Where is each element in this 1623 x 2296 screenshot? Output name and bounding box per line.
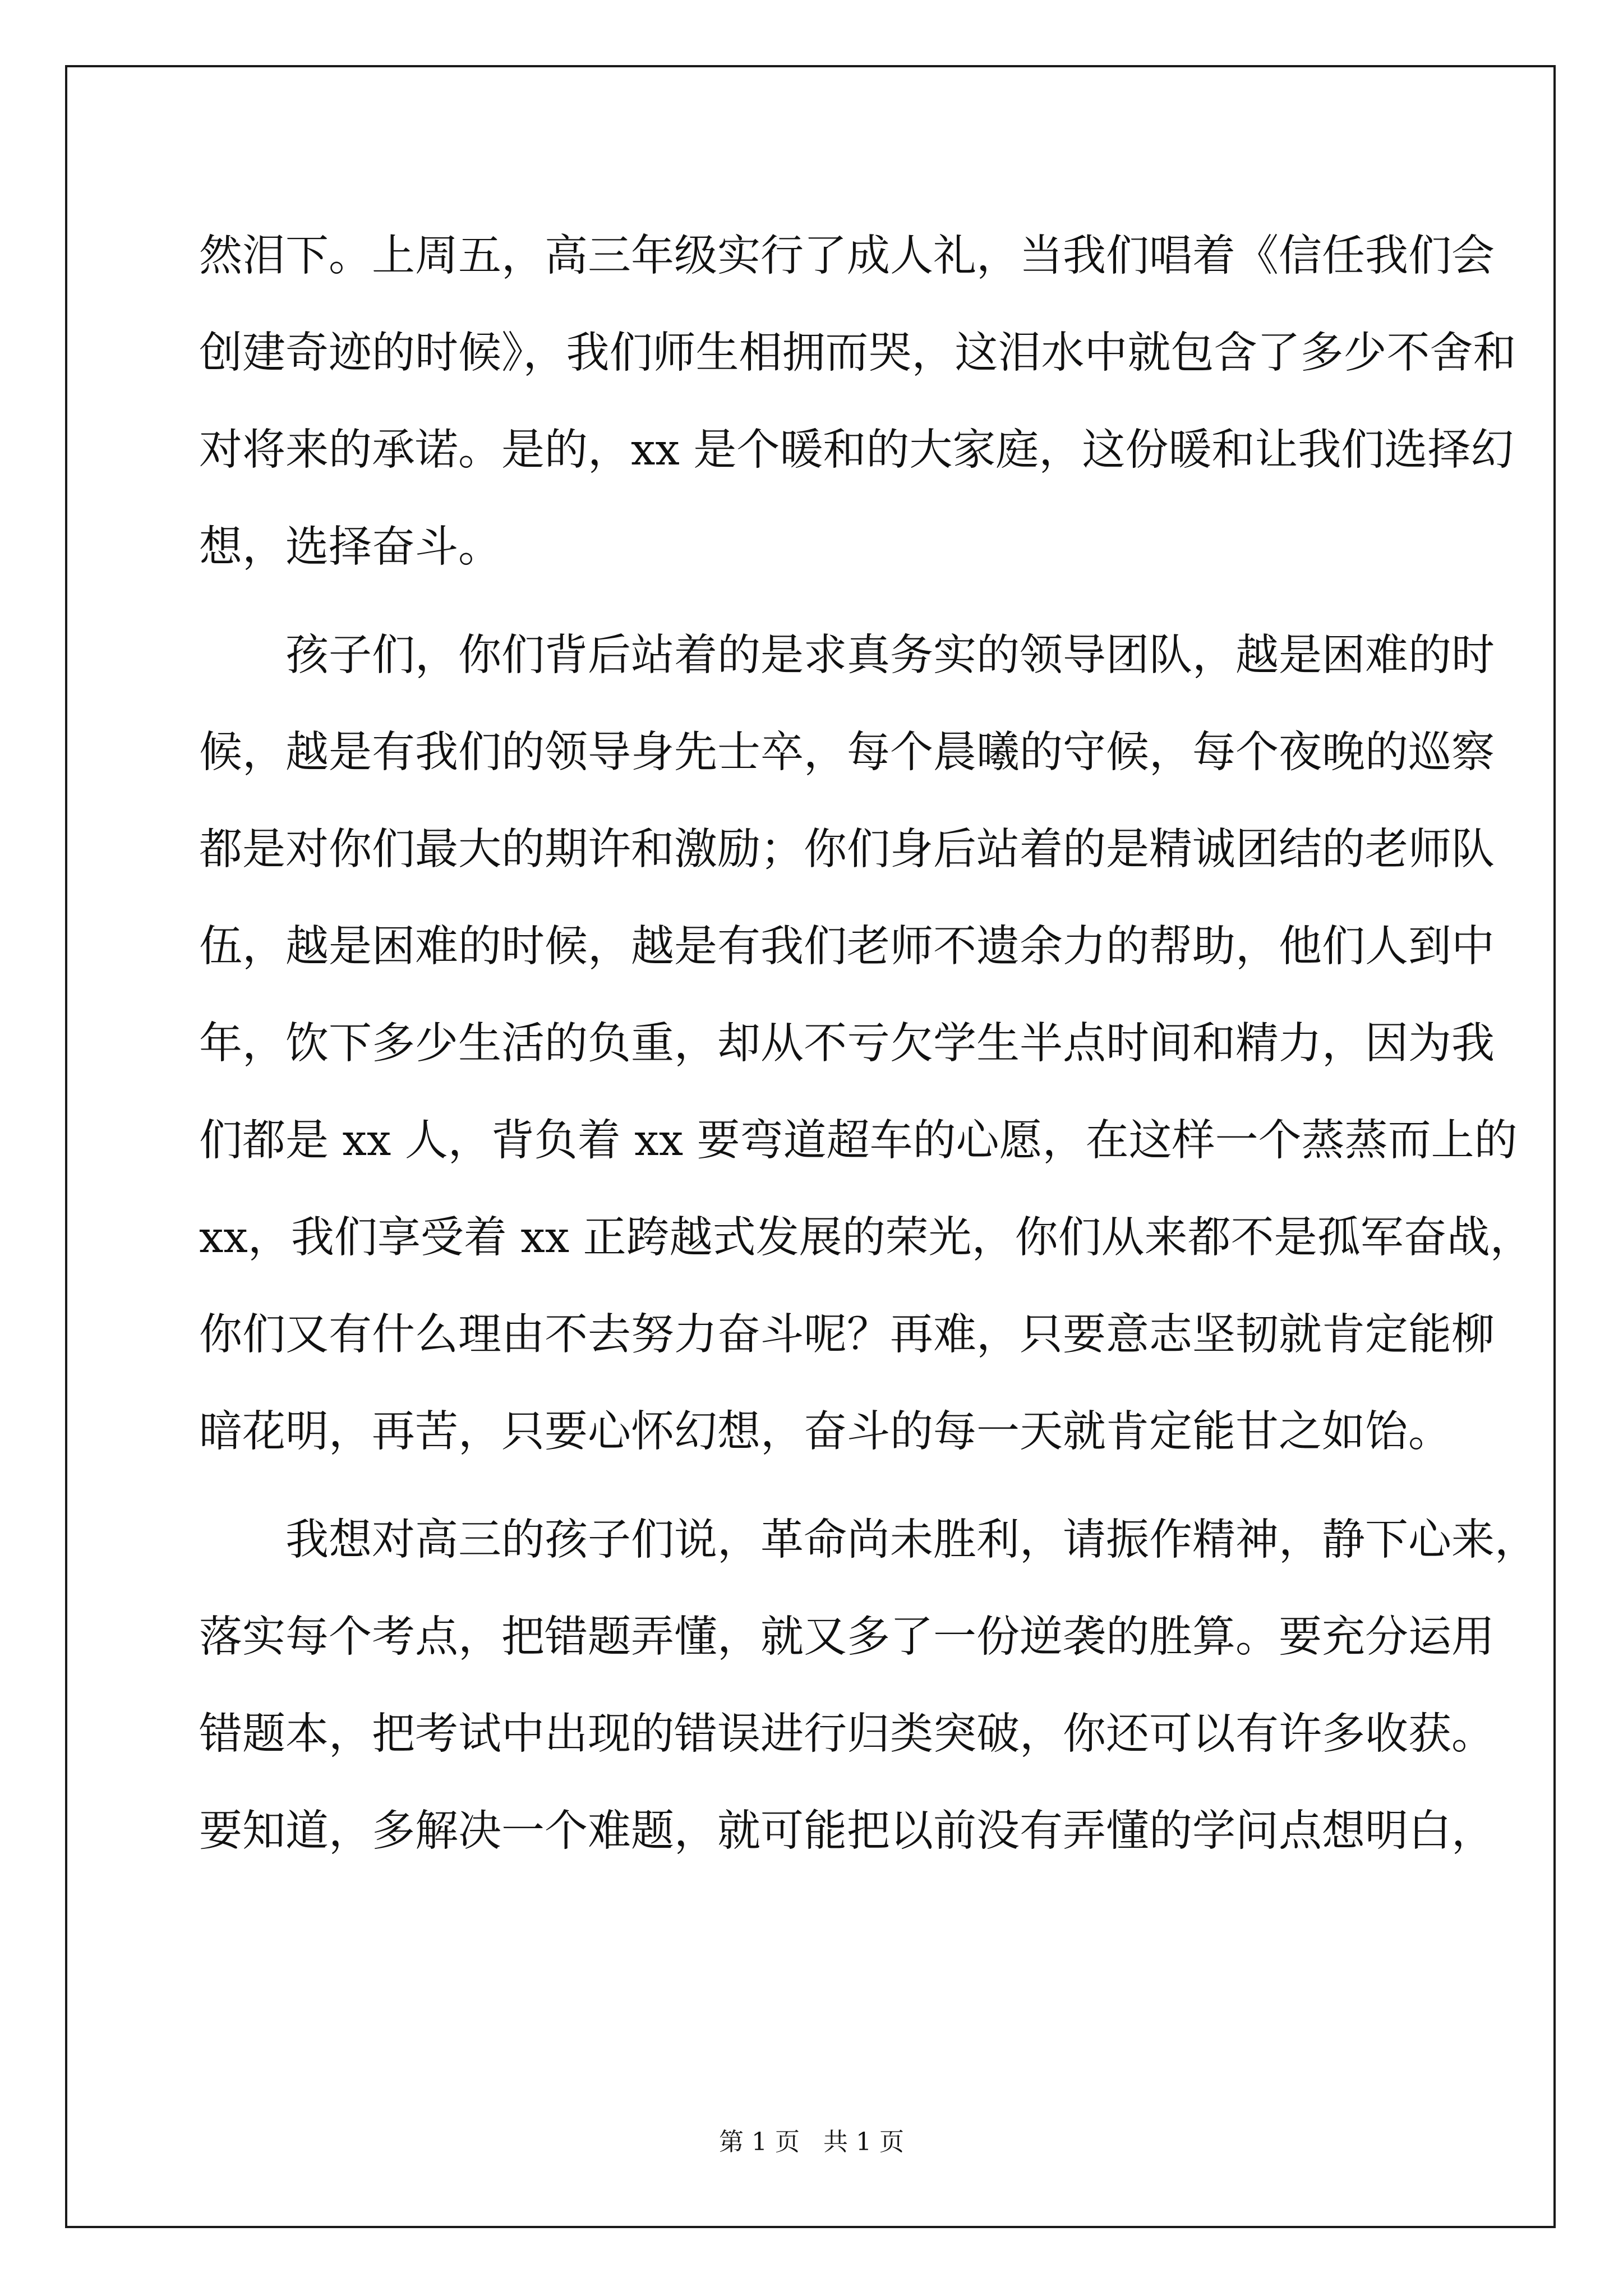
text-line: 想，选择奋斗。 (199, 522, 501, 572)
text-line: 对将来的承诺。是的，xx 是个暖和的大家庭，这份暖和让我们选择幻 (199, 425, 1514, 475)
text-line: 伍，越是困难的时候，越是有我们老师不遗余力的帮助，他们人到中 (199, 922, 1495, 972)
text-line: 候，越是有我们的领导身先士卒，每个晨曦的守候，每个夜晚的巡察 (199, 728, 1495, 777)
text-line: 错题本，把考试中出现的错误进行归类突破，你还可以有许多收获。 (199, 1709, 1495, 1759)
text-line: 创建奇迹的时候》，我们师生相拥而哭，这泪水中就包含了多少不舍和 (199, 328, 1516, 378)
page-number: 第 1 页 (719, 2128, 800, 2156)
text-line: 你们又有什么理由不去努力奋斗呢？再难，只要意志坚韧就肯定能柳 (199, 1310, 1495, 1360)
text-line: xx，我们享受着 xx 正跨越式发展的荣光，你们从来都不是孤军奋战， (199, 1213, 1533, 1263)
paragraph-3 (199, 1492, 1538, 1880)
text-line: 孩子们，你们背后站着的是求真务实的领导团队，越是困难的时 (285, 631, 1495, 680)
page-footer (0, 2122, 1623, 2157)
text-line: 暗花明，再苦，只要心怀幻想，奋斗的每一天就肯定能甘之如饴。 (199, 1407, 1451, 1457)
text-line: 都是对你们最大的期许和激励；你们身后站着的是精诚团结的老师队 (199, 825, 1495, 875)
text-line: 要知道，多解决一个难题，就可能把以前没有弄懂的学问点想明白， (199, 1806, 1495, 1856)
text-line: 然泪下。上周五，高三年级实行了成人礼，当我们唱着《信任我们会 (199, 231, 1495, 281)
text-line: 年，饮下多少生活的负重，却从不亏欠学生半点时间和精力，因为我 (199, 1019, 1495, 1069)
paragraph-1 (199, 208, 1516, 596)
page-total: 共 1 页 (823, 2128, 904, 2156)
text-line: 们都是 xx 人，背负着 xx 要弯道超车的心愿，在这样一个蒸蒸而上的 (199, 1116, 1518, 1166)
document-body (199, 208, 1538, 1880)
paragraph-2 (199, 607, 1533, 1480)
text-line: 落实每个考点，把错题弄懂，就又多了一份逆袭的胜算。要充分运用 (199, 1612, 1495, 1662)
text-line: 我想对高三的孩子们说，革命尚未胜利，请振作精神，静下心来， (285, 1515, 1538, 1565)
